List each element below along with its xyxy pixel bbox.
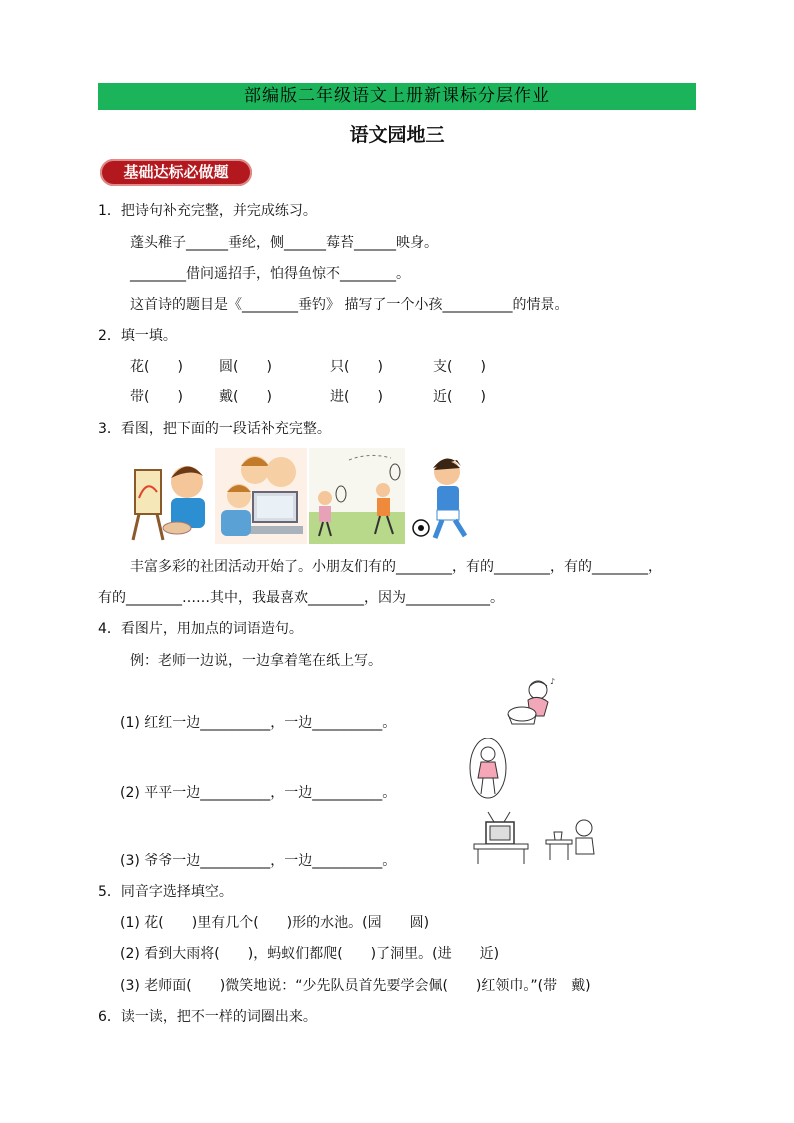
club-activities-picture [129,448,481,544]
q2-cell: 进( ) [330,389,383,405]
q4-item: (1) 红红一边__________，一边__________。 [120,715,397,731]
q2-cell: 带( ) [130,389,183,405]
girl-singing-illustration [500,676,560,726]
football-illustration [407,448,481,544]
q5-heading: 5．同音字选择填空。 [98,884,233,900]
q1-line2: ________借问遥招手，怕得鱼惊不________。 [130,266,410,282]
svg-text:♪: ♪ [550,677,556,686]
q1-line3: 这首诗的题目是《________垂钓》 描写了一个小孩__________的情景。 [130,297,569,313]
q5-item: (3) 老师面( )微笑地说：“少先队员首先要学会佩( )红领巾。”(带 戴) [120,978,591,994]
badminton-illustration [309,448,405,544]
section-badge: 基础达标必做题 [100,159,252,186]
q4-example: 例：老师一边说，一边拿着笔在纸上写。 [130,653,382,669]
q1-line1: 蓬头稚子______垂纶，侧______莓苔______映身。 [130,235,438,251]
q3-heading: 3．看图，把下面的一段话补充完整。 [98,421,331,437]
q5-item: (1) 花( )里有几个( )形的水池。(园 圆) [120,915,430,931]
q3-line1: 丰富多彩的社团活动开始了。小朋友们有的________，有的________，有的________， [130,559,662,575]
q2-heading: 2．填一填。 [98,328,177,344]
q5-item: (2) 看到大雨将( )，蚂蚁们都爬( )了洞里。(进 近) [120,946,500,962]
page-banner: 部编版二年级语文上册新课标分层作业 [98,83,696,110]
q2-cell: 圆( ) [219,359,272,375]
q2-cell: 近( ) [433,389,486,405]
q2-cell: 支( ) [433,359,486,375]
q3-line2: 有的________……其中，我最喜欢________，因为____________。 [98,590,504,606]
q2-cell: 只( ) [330,359,383,375]
q2-cell: 花( ) [130,359,183,375]
q4-item: (3) 爷爷一边__________，一边__________。 [120,853,397,869]
q1-heading: 1．把诗句补充完整，并完成练习。 [98,203,317,219]
tv-and-grandpa-illustration [472,810,600,866]
painting-child-illustration [129,448,213,544]
q6-heading: 6．读一读，把不一样的词圈出来。 [98,1009,317,1025]
page-title: 语文园地三 [349,124,445,146]
family-computer-illustration [215,448,307,544]
q4-heading: 4．看图片，用加点的词语造句。 [98,621,303,637]
q2-cell: 戴( ) [219,389,272,405]
girl-jumping-rope-illustration [468,738,508,800]
q4-item: (2) 平平一边__________，一边__________。 [120,785,397,801]
